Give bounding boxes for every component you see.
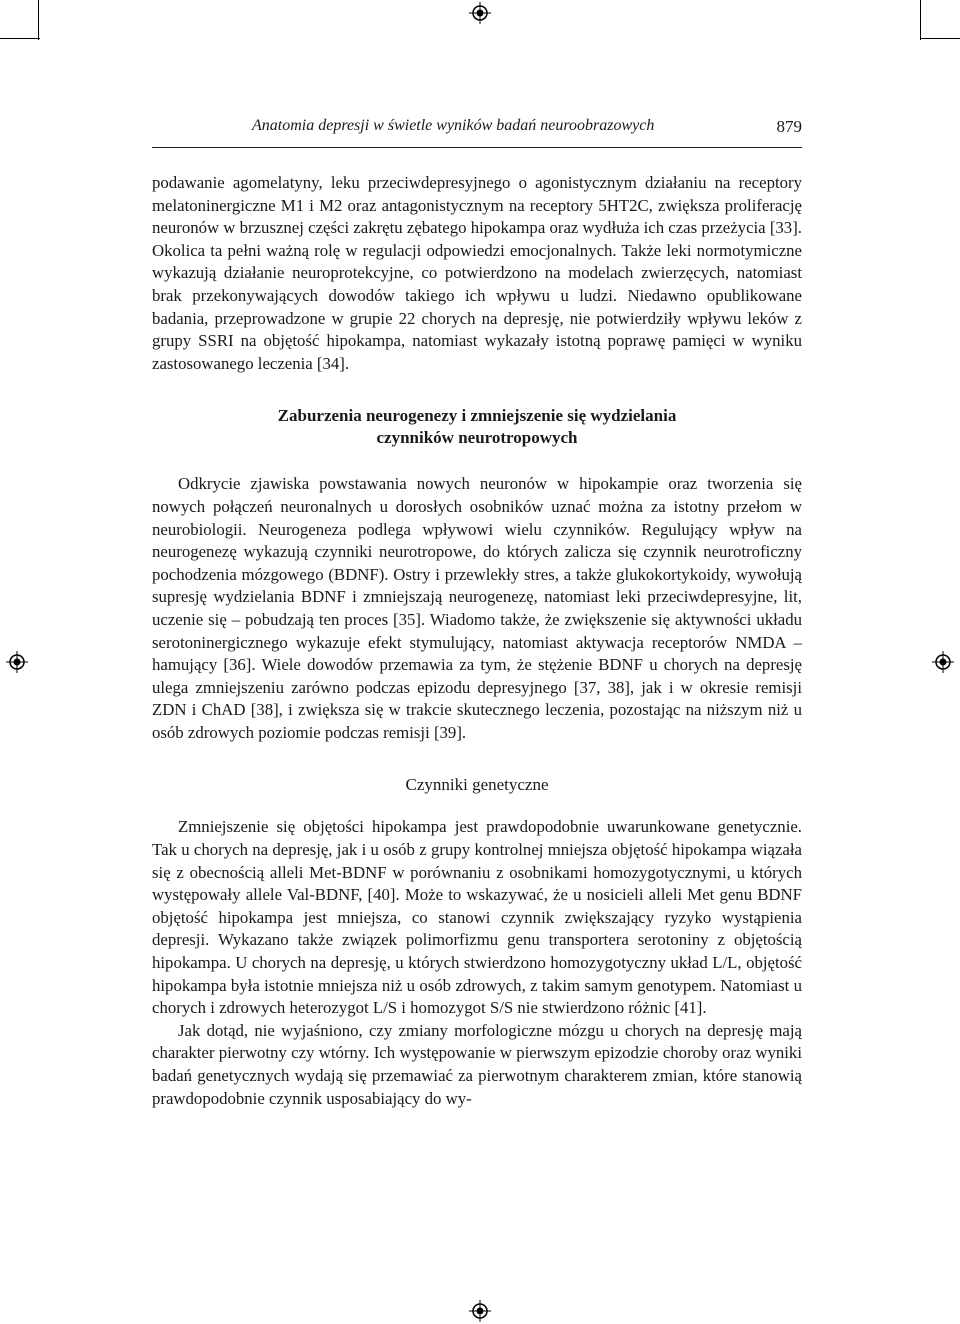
page-body [152, 112, 802, 1110]
section-heading [152, 405, 802, 449]
crop-mark-top-left [38, 0, 39, 40]
registration-mark-left [6, 651, 28, 673]
paragraph: Zmniejszenie się objętości hipokampa jest prawdopodobnie uwarunkowane genetycznie. Tak u chorych na depresję, jak i u osób z grupy kontrolnej mniejsza objętość hipokampa wiązała się z obecnością alleli Met-BDNF w porównaniu z osobnikami homozygotycznymi, u których występowały allele Val-BDNF, [40]. Może to wskazywać, że u nosicieli alleli Met genu BDNF objętość hipokampa jest mniejsza, co stanowi czynnik zwiększający ryzyko wystąpienia depresji. Wykazano także związek polimorfizmu genu transportera serotoniny z objętością hipokampa. U chorych na depresję, u których stwierdzono homozygotyczny układ L/L, objętość hipokampa była istotnie mniejsza niż u osób zdrowych, z takim samym genotypem. Natomiast u chorych i zdrowych heterozygot L/S i homozygot S/S nie stwierdzono różnic [41]. [152, 817, 802, 1018]
running-header [152, 112, 802, 146]
crop-mark-top-right-h [920, 38, 960, 39]
header-rule [152, 147, 802, 148]
subsection-heading: Czynniki genetyczne [405, 775, 549, 795]
registration-mark-bottom [469, 1300, 491, 1322]
page-number: 879 [776, 117, 802, 136]
crop-mark-top-right [920, 0, 921, 40]
section-heading-line-2: czynników neurotropowych [376, 428, 578, 448]
crop-mark-top-left-h [0, 38, 40, 39]
paragraph: Odkrycie zjawiska powstawania nowych neuronów w hipokampie oraz tworzenia się nowych połączeń neuronalnych u dorosłych osobników uznać można za istotny przełom w neurobiologii. Neurogeneza podlega wpływowi wielu czynników. Regulujący wpływ na neurogenezę wykazują czynniki neurotropowe, do których zalicza się czynnik neurotroficzny pochodzenia mózgowego (BDNF). Ostry i przewlekły stres, a także glukokortykoidy, wywołują supresję wydzielania BDNF i zmniejszają neurogenezę, natomiast leki przeciwdepresyjne, lit, uczenie się – pobudzają ten proces [35]. Wiadomo także, że zwiększenie się aktywności układu serotoninergicznego wykazuje efekt stymulujący, natomiast aktywacja receptorów NMDA – hamujący [36]. Wiele dowodów przemawia za tym, że stężenie BDNF u chorych na depresję ulega zmniejszeniu zarówno podczas epizodu depresyjnego [37, 38], jak i w okresie remisji ZDN i ChAD [38], i zwiększa się w trakcie skutecznego leczenia, pozostając na niższym niż u osób zdrowych poziomie podczas remisji [39]. [152, 474, 802, 742]
paragraph: Jak dotąd, nie wyjaśniono, czy zmiany morfologiczne mózgu u chorych na depresję mają charakter pierwotny czy wtórny. Ich występowanie w pierwszym epizodzie choroby oraz wyniki badań genetycznych wydają się przemawiać za pierwotnym charakterem zmian, które stanowią prawdopodobnie czynnik usposabiający do wy- [152, 1020, 802, 1108]
paragraph: podawanie agomelatyny, leku przeciwdepresyjnego o agonistycznym działaniu na receptory melatoninergiczne M1 i M2 oraz antagonistycznym na receptory 5HT2C, zwiększa proliferację neuronów w brzusznej części zakrętu zębatego hipokampa oraz wydłuża ich czas przeżycia [33]. Okolica ta pełni ważną rolę w regulacji odpowiedzi emocjonalnych. Także leki normotymiczne wykazują działanie neuroprotekcyjne, co potwierdzono na modelach zwierzęcych, natomiast brak przekonywających dowodów takiego ich wpływu u ludzi. Niedawno opublikowane badania, przeprowadzone w grupie 22 chorych na depresję, nie potwierdziły wpływu leków z grupy SSRI na objętość hipokampa, natomiast wykazały istotną poprawę pamięci w wyniku zastosowanego leczenia [34]. [152, 173, 802, 373]
registration-mark-right [932, 651, 954, 673]
section-heading-line-1: Zaburzenia neurogenezy i zmniejszenie się wydzielania [277, 406, 677, 426]
running-title: Anatomia depresji w świetle wyników badań neuroobrazowych [252, 117, 655, 134]
registration-mark-top [469, 2, 491, 24]
